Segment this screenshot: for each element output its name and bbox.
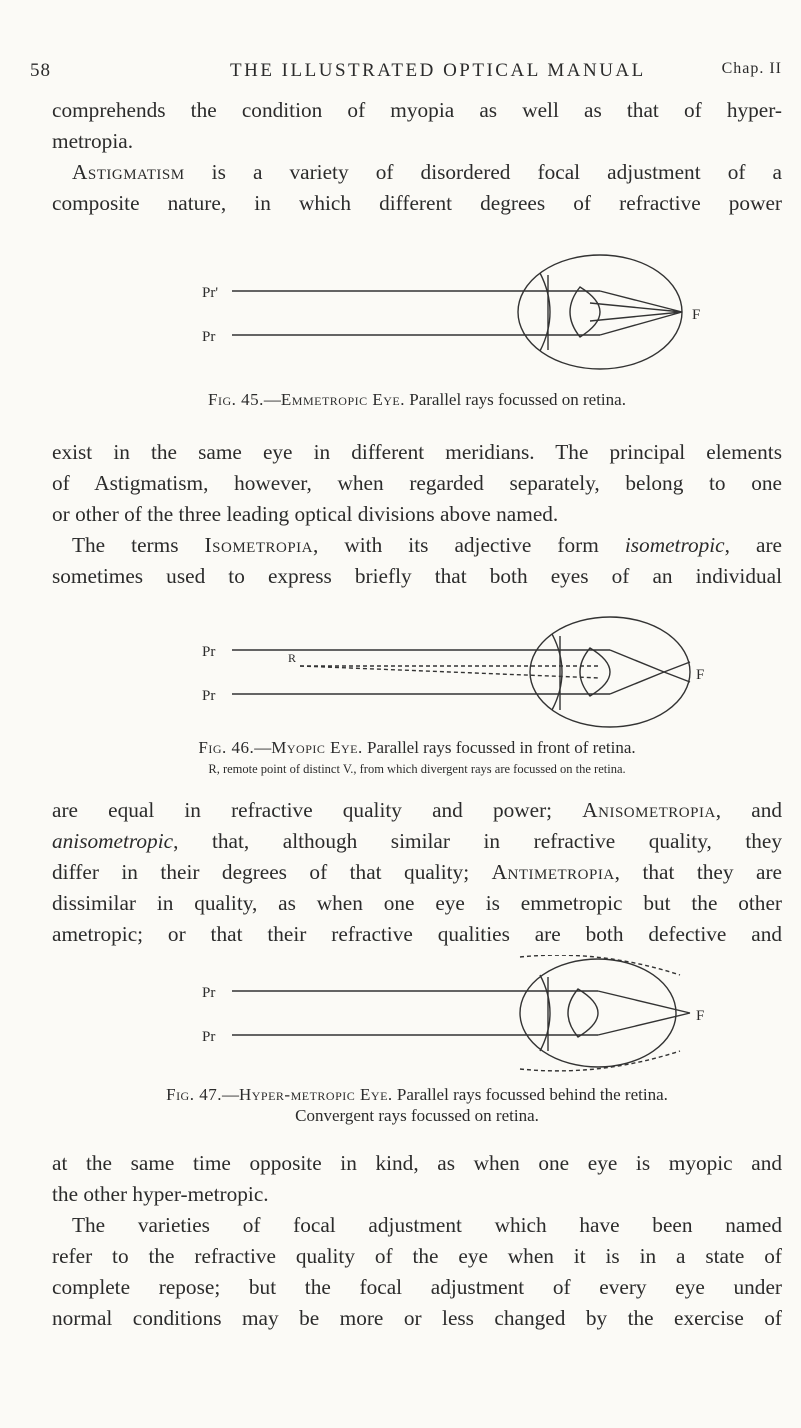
text-fragment: , are — [724, 533, 783, 557]
text-line: refer to the refractive quality of the eye when it is in a state of — [52, 1244, 782, 1268]
figure-46-diagram — [0, 612, 801, 730]
emmetropic-eye-diagram — [0, 245, 801, 380]
page-number: 58 — [30, 60, 51, 81]
ray-label-upper: Pr — [202, 644, 216, 660]
figure-47-caption-line2: Convergent rays focussed on retina. — [295, 1106, 539, 1125]
ray-converge-lower — [610, 672, 664, 694]
text-line: metropia. — [52, 129, 134, 153]
focus-label: F — [696, 1008, 705, 1024]
focus-label: F — [696, 667, 705, 683]
text-fragment: , and — [715, 798, 783, 822]
chapter-label: Chap. II — [721, 60, 782, 77]
ray-converge-upper — [598, 991, 690, 1013]
text-line — [52, 530, 782, 561]
text-fragment: differ in their degrees of that quality; — [52, 860, 470, 884]
ray-converge-upper — [600, 291, 682, 312]
text-line: composite nature, in which different degrees of refractive power — [52, 191, 782, 215]
ray-label-upper: Pr' — [202, 285, 219, 301]
text-line: of Astigmatism, however, when regarded separately, belong to one — [52, 471, 782, 495]
text-fragment: are equal in refractive quality and power; — [52, 798, 553, 822]
paragraph-opposite-kind — [52, 1148, 782, 1210]
text-fragment: is a variety of disordered focal adjustment of a — [211, 160, 782, 184]
caption-number: Fig. 45. — [208, 390, 264, 409]
text-line: or other of the three leading optical divisions above named. — [52, 502, 559, 526]
paragraph-anisometropia — [52, 795, 782, 950]
lens-outline — [568, 989, 598, 1037]
paragraph-meridians — [52, 437, 782, 530]
term-anisometropic: anisometropic — [52, 829, 174, 853]
ray-converge-lower — [598, 1013, 690, 1035]
figure-46-note: R, remote point of distinct V., from which divergent rays are focussed on the retina. — [208, 762, 626, 776]
caption-number: Fig. 46. — [198, 738, 255, 757]
text-line — [52, 795, 782, 826]
focus-label: F — [692, 307, 701, 323]
paragraph-astigmatism — [52, 157, 782, 219]
figure-45-caption: Fig. 45.—Emmetropic Eye. Parallel rays focussed on retina. — [208, 390, 626, 409]
term-anisometropia: Anisometropia — [582, 798, 716, 822]
text-line — [52, 857, 782, 888]
caption-title: Hyper-metropic Eye. — [238, 1085, 393, 1104]
caption-title: Emmetropic Eye. — [280, 390, 406, 409]
term-astigmatism: Astigmatism — [72, 160, 185, 184]
text-line: normal conditions may be more or less changed by the exercise of — [52, 1306, 782, 1330]
term-antimetropia: Antimetropia — [491, 860, 615, 884]
figure-45-diagram — [0, 245, 801, 380]
figure-47-caption: Fig. 47.—Hyper-metropic Eye. Parallel rays focussed behind the retina. — [166, 1085, 668, 1104]
paragraph-myopia-continuation — [52, 95, 782, 157]
ray-label-lower: Pr — [202, 329, 216, 345]
text-fragment: , with its adjective form — [312, 533, 599, 557]
ray-label-lower: Pr — [202, 688, 216, 704]
ray-convergent-lower — [520, 1051, 680, 1071]
caption-number: Fig. 47. — [166, 1085, 222, 1104]
term-isometropia: Isometropia — [204, 533, 313, 557]
hypermetropic-eye-diagram — [0, 955, 801, 1073]
caption-text: Parallel rays focussed in front of retina. — [367, 738, 636, 757]
text-line: the other hyper-metropic. — [52, 1182, 269, 1206]
text-line: at the same time opposite in kind, as when one eye is myopic and — [52, 1151, 782, 1175]
running-title: THE ILLUSTRATED OPTICAL MANUAL — [230, 60, 646, 81]
ray-diverge-lower — [664, 672, 690, 682]
ray-label-upper: Pr — [202, 985, 216, 1001]
text-line: sometimes used to express briefly that both eyes of an individual — [52, 564, 782, 588]
text-line: ametropic; or that their refractive qualities are both defective and — [52, 922, 782, 946]
text-line: The varieties of focal adjustment which have been named — [72, 1213, 782, 1237]
ray-label-lower: Pr — [202, 1029, 216, 1045]
text-fragment: The terms — [72, 533, 179, 557]
lens-outline — [580, 648, 610, 696]
remote-point-label: R — [288, 651, 297, 665]
paragraph-isometropia — [52, 530, 782, 592]
text-line: comprehends the condition of myopia as well as that of hyper- — [52, 98, 782, 122]
lens-outline — [570, 287, 600, 337]
text-fragment: , that, although similar in refractive quality, they — [173, 829, 782, 853]
text-line: exist in the same eye in different meridians. The principal elements — [52, 440, 782, 464]
ray-convergent-upper — [520, 955, 680, 975]
ray-inner-upper — [590, 303, 682, 312]
text-line: complete repose; but the focal adjustment of every eye under — [52, 1275, 782, 1299]
figure-46-caption: Fig. 46.—Myopic Eye. Parallel rays focussed in front of retina. — [198, 738, 636, 757]
ray-dashed-lower — [300, 666, 600, 678]
caption-text: Parallel rays focussed behind the retina. — [396, 1085, 668, 1104]
paragraph-focal-adjustment — [52, 1210, 782, 1334]
text-line — [52, 826, 782, 857]
caption-title: Myopic Eye. — [271, 738, 363, 757]
myopic-eye-diagram — [0, 612, 801, 730]
running-header — [30, 60, 782, 90]
ray-converge-upper — [610, 650, 664, 672]
caption-text: Parallel rays focussed on retina. — [409, 390, 626, 409]
ray-diverge-upper — [664, 662, 690, 672]
text-line — [52, 157, 782, 188]
term-isometropic: isometropic — [624, 533, 725, 557]
text-line: dissimilar in quality, as when one eye is emmetropic but the other — [52, 891, 782, 915]
figure-47-diagram — [0, 955, 801, 1073]
text-fragment: , that they are — [614, 860, 782, 884]
